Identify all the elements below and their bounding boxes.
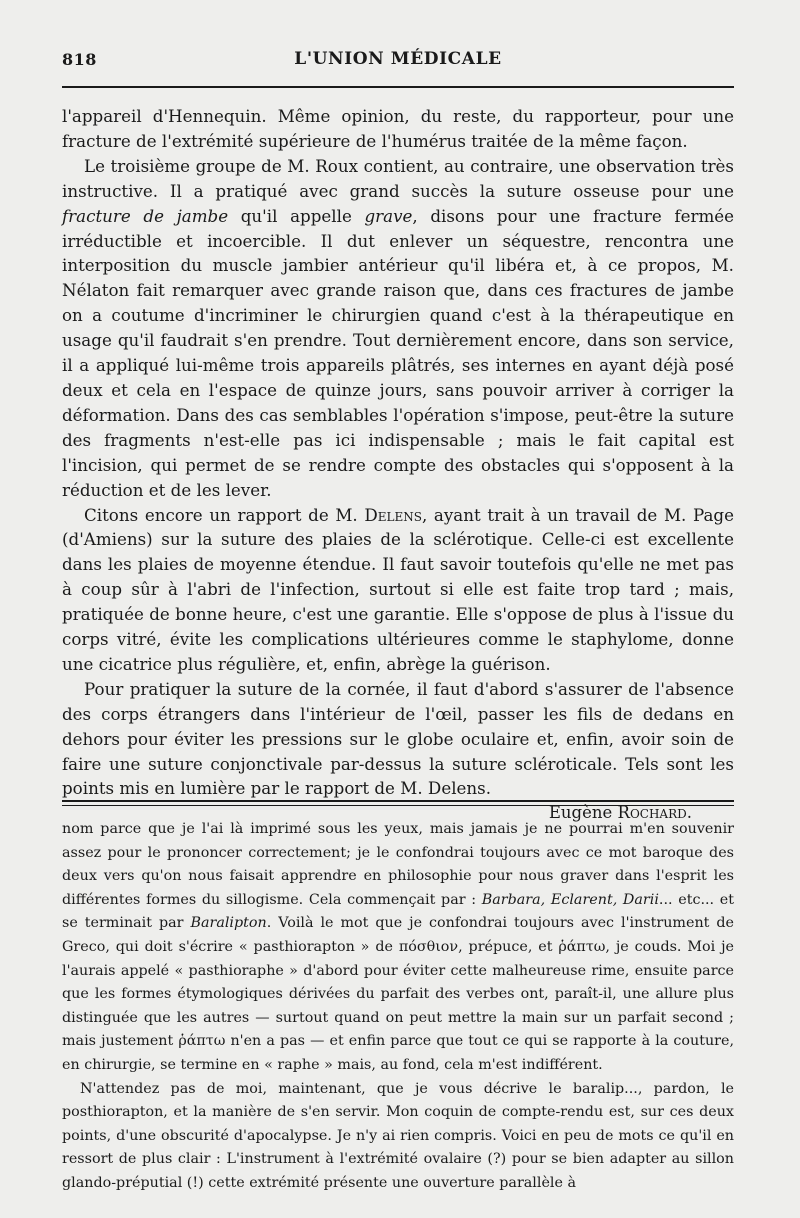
signature-first-name: Eugène [548,803,618,823]
italic-term: grave [364,205,413,226]
article-paragraph-2 [62,154,734,503]
paragraph-text: l'appareil d'Hennequin. Même opinion, du reste, du rapporteur, pour une fracture de l'extrémité supérieure de l'humérus traitée de la même façon. [62,106,734,151]
paragraph-text: ... etc... et se terminait par [62,891,734,932]
article-paragraph-4 [62,677,734,802]
feuilleton-body [62,818,734,1196]
italic-term: fracture de jambe [62,205,229,226]
italic-term: Baralipton [190,915,267,932]
paragraph-text: qu'il appelle [228,205,365,226]
feuilleton-paragraph-2 [62,1078,734,1196]
article-paragraph-1 [62,104,734,154]
journal-title: L'UNION MÉDICALE [294,49,502,69]
section-divider [62,800,734,806]
divider-thick-line [62,800,734,802]
page-number: 818 [62,50,97,69]
italic-term: Barbara, Eclarent, Darii [481,891,659,908]
paragraph-text: nom parce que je l'ai là imprimé sous les yeux, mais jamais je ne pourrai m'en souvenir assez pour le prononcer correctement; je le confondrai toujours avec ce mot baroque des deux vers qu'on nous faisait apprendre en philosophie pour nous graver dans l'esprit les différentes formes du sillogisme. Cela commençait par : [62,821,734,908]
page-header [62,50,734,76]
author-name-smallcaps: Delens [364,504,422,525]
article-paragraph-3 [62,503,734,677]
paragraph-text: , disons pour une fracture fermée irréductible et incoercible. Il dut enlever un séquestre, rencontra une interposition du muscle jambier antérieur qu'il libéra et, à ce propos, M. Nélaton fait remarquer avec grande raison que, dans ces fractures de jambe on a coutume d'incriminer le chirurgien quand c'est à la thérapeutique en usage qu'il faudrait s'en prendre. Tout dernièrement encore, dans son service, il a appliqué lui-même trois appareils plâtrés, ses internes en ayant déjà posé deux et cela en l'espace de quinze jours, sans pouvoir arriver à corriger la déformation. Dans des cas semblables l'opération s'impose, peut-être la suture des fragments n'est-elle pas ici indispensable ; mais le fait capital est l'incision, qui permet de se rendre compte des obstacles qui s'opposent à la réduction et de les lever. [62,205,735,500]
paragraph-text: , ayant trait à un travail de M. Page (d'Amiens) sur la suture des plaies de la sclérotique. Celle-ci est excellente dans les plaies de moyenne étendue. Il faut savoir toutefois qu'elle ne met pas à coup sûr à l'abri de l'infection, surtout si elle est faite trop tard ; mais, pratiquée de bonne heure, c'est une garantie. Elle s'oppose de plus à l'issue du corps vitré, évite les complications ultérieures comme le staphylome, donne une cicatrice plus régulière, et, enfin, abrège la guérison. [62,504,734,674]
header-rule [62,86,734,88]
feuilleton-paragraph-1 [62,818,734,1078]
paragraph-text: Pour pratiquer la suture de la cornée, il faut d'abord s'assurer de l'absence des corps étrangers dans l'intérieur de l'œil, passer les fils de dedans en dehors pour éviter les pressions sur le globe oculaire et, enfin, avoir soin de faire une suture conjonctivale par-dessus la suture scléroticale. Tels sont les points mis en lumière par le rapport de M. Delens. [62,678,734,799]
divider-thin-line [62,805,734,806]
paragraph-text: N'attendez pas de moi, maintenant, que je vous décrive le baralip..., pardon, le posthiorapton, et la manière de s'en servir. Mon coquin de compte-rendu est, sur ces deux points, d'une obscurité d'apocalypse. Je n'y ai rien compris. Voici en peu de mots ce qu'il en ressort de plus clair : L'instrument à l'extrémité ovalaire (?) pour se bien adapter au sillon glando-préputial (!) cette extrémité présente une ouverture parallèle à [62,1080,734,1191]
signature-last-name: Rochard. [617,803,692,823]
paragraph-text: . Voilà le mot que je confondrai toujours avec l'instrument de Greco, qui doit s'écrire « pasthiorapton » de πόσθιον, prépuce, et ῥάπτω, je couds. Moi je l'aurais appelé « pasthioraphe » d'abord pour éviter cette malheureuse rime, ensuite parce que les formes étymologiques dérivées du parfait des verbes ont, paraît-il, une allure plus distinguée que les autres — surtout quand on peut mettre la main sur un parfait second ; mais justement ῥάπτω n'en a pas — et enfin parce que tout ce qui se rapporte à la couture, en chirurgie, se termine en « raphe » mais, au fond, cela m'est indifférent. [62,915,734,1073]
article-body [62,104,734,826]
paragraph-text: Le troisième groupe de M. Roux contient, au contraire, une observation très instructive. Il a pratiqué avec grand succès la suture osseuse pour une [62,155,734,201]
paragraph-text: Citons encore un rapport de M. [84,504,365,525]
